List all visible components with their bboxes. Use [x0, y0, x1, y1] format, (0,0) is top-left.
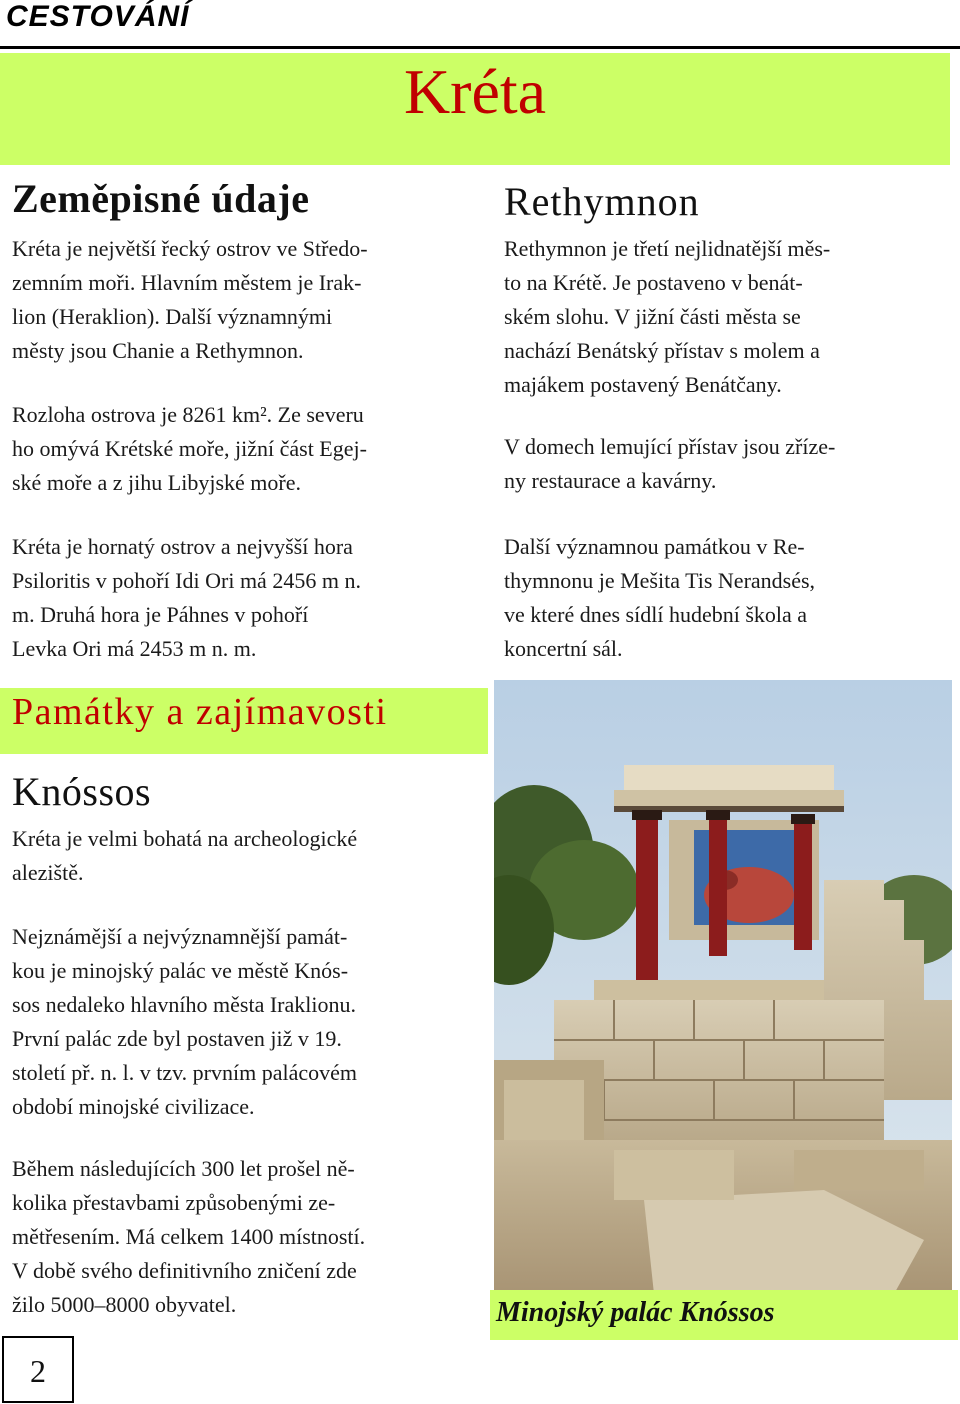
photo-caption: Minojský palác Knóssos — [496, 1297, 775, 1328]
knossos-paragraph-3: Během následujících 300 let prošel ně- kolika přestavbami způsobenými ze- mětřesením. Má celkem 1400 místností. V době svého definitivního zničení zde žilo 5000–8000 obyvatel. — [12, 1156, 366, 1317]
rethymnon-paragraph-3: Další významnou památkou v Re- thymnonu je Mešita Tis Nerandsés, ve které dnes sídlí hudební škola a koncertní sál. — [504, 534, 816, 661]
geography-paragraph-2: Rozloha ostrova je 8261 km². Ze severu ho omývá Krétské moře, jižní část Egej- ské moře a z jihu Libyjské moře. — [12, 402, 367, 495]
section-label: CESTOVÁNÍ — [6, 0, 190, 33]
knossos-palace-photo — [494, 680, 952, 1294]
page-number: 2 — [2, 1336, 74, 1403]
sights-heading: Památky a zajímavosti — [12, 691, 388, 733]
knossos-paragraph-1: Kréta je velmi bohatá na archeologické aleziště. — [12, 826, 358, 885]
rethymnon-paragraph-1: Rethymnon je třetí nejlidnatější měs- to na Krétě. Je postaveno v benát- ském slohu. V jižní části města se nachází Benátský přístav s molem a majákem postavený Benátčany. — [504, 236, 831, 397]
geography-paragraph-3: Kréta je hornatý ostrov a nejvyšší hora Psiloritis v pohoří Idi Ori má 2456 m n. m. Druhá hora je Páhnes v pohoří Levka Ori má 2453 m n. m. — [12, 534, 361, 661]
geography-paragraph-1: Kréta je největší řecký ostrov ve Středo- zemním moři. Hlavním městem je Irak- lion (Heraklion). Další významnými městy jsou Chanie a Rethymnon. — [12, 236, 368, 363]
page-title: Kréta — [403, 56, 547, 127]
knossos-paragraph-2: Nejznámější a nejvýznamnější památ- kou je minojský palác ve městě Knós- sos nedaleko hlavního města Iraklionu. První palác zde byl postaven již v 19. století př. n. l. v tzv. prvním palácovém období minojské civilizace. — [12, 924, 357, 1119]
geography-heading: Zeměpisné údaje — [12, 176, 310, 221]
rethymnon-paragraph-2: V domech lemující přístav jsou zříze- ny restaurace a kavárny. — [504, 434, 836, 493]
rethymnon-heading: Rethymnon — [504, 179, 700, 224]
knossos-heading: Knóssos — [12, 769, 152, 814]
header-rule — [0, 46, 960, 49]
